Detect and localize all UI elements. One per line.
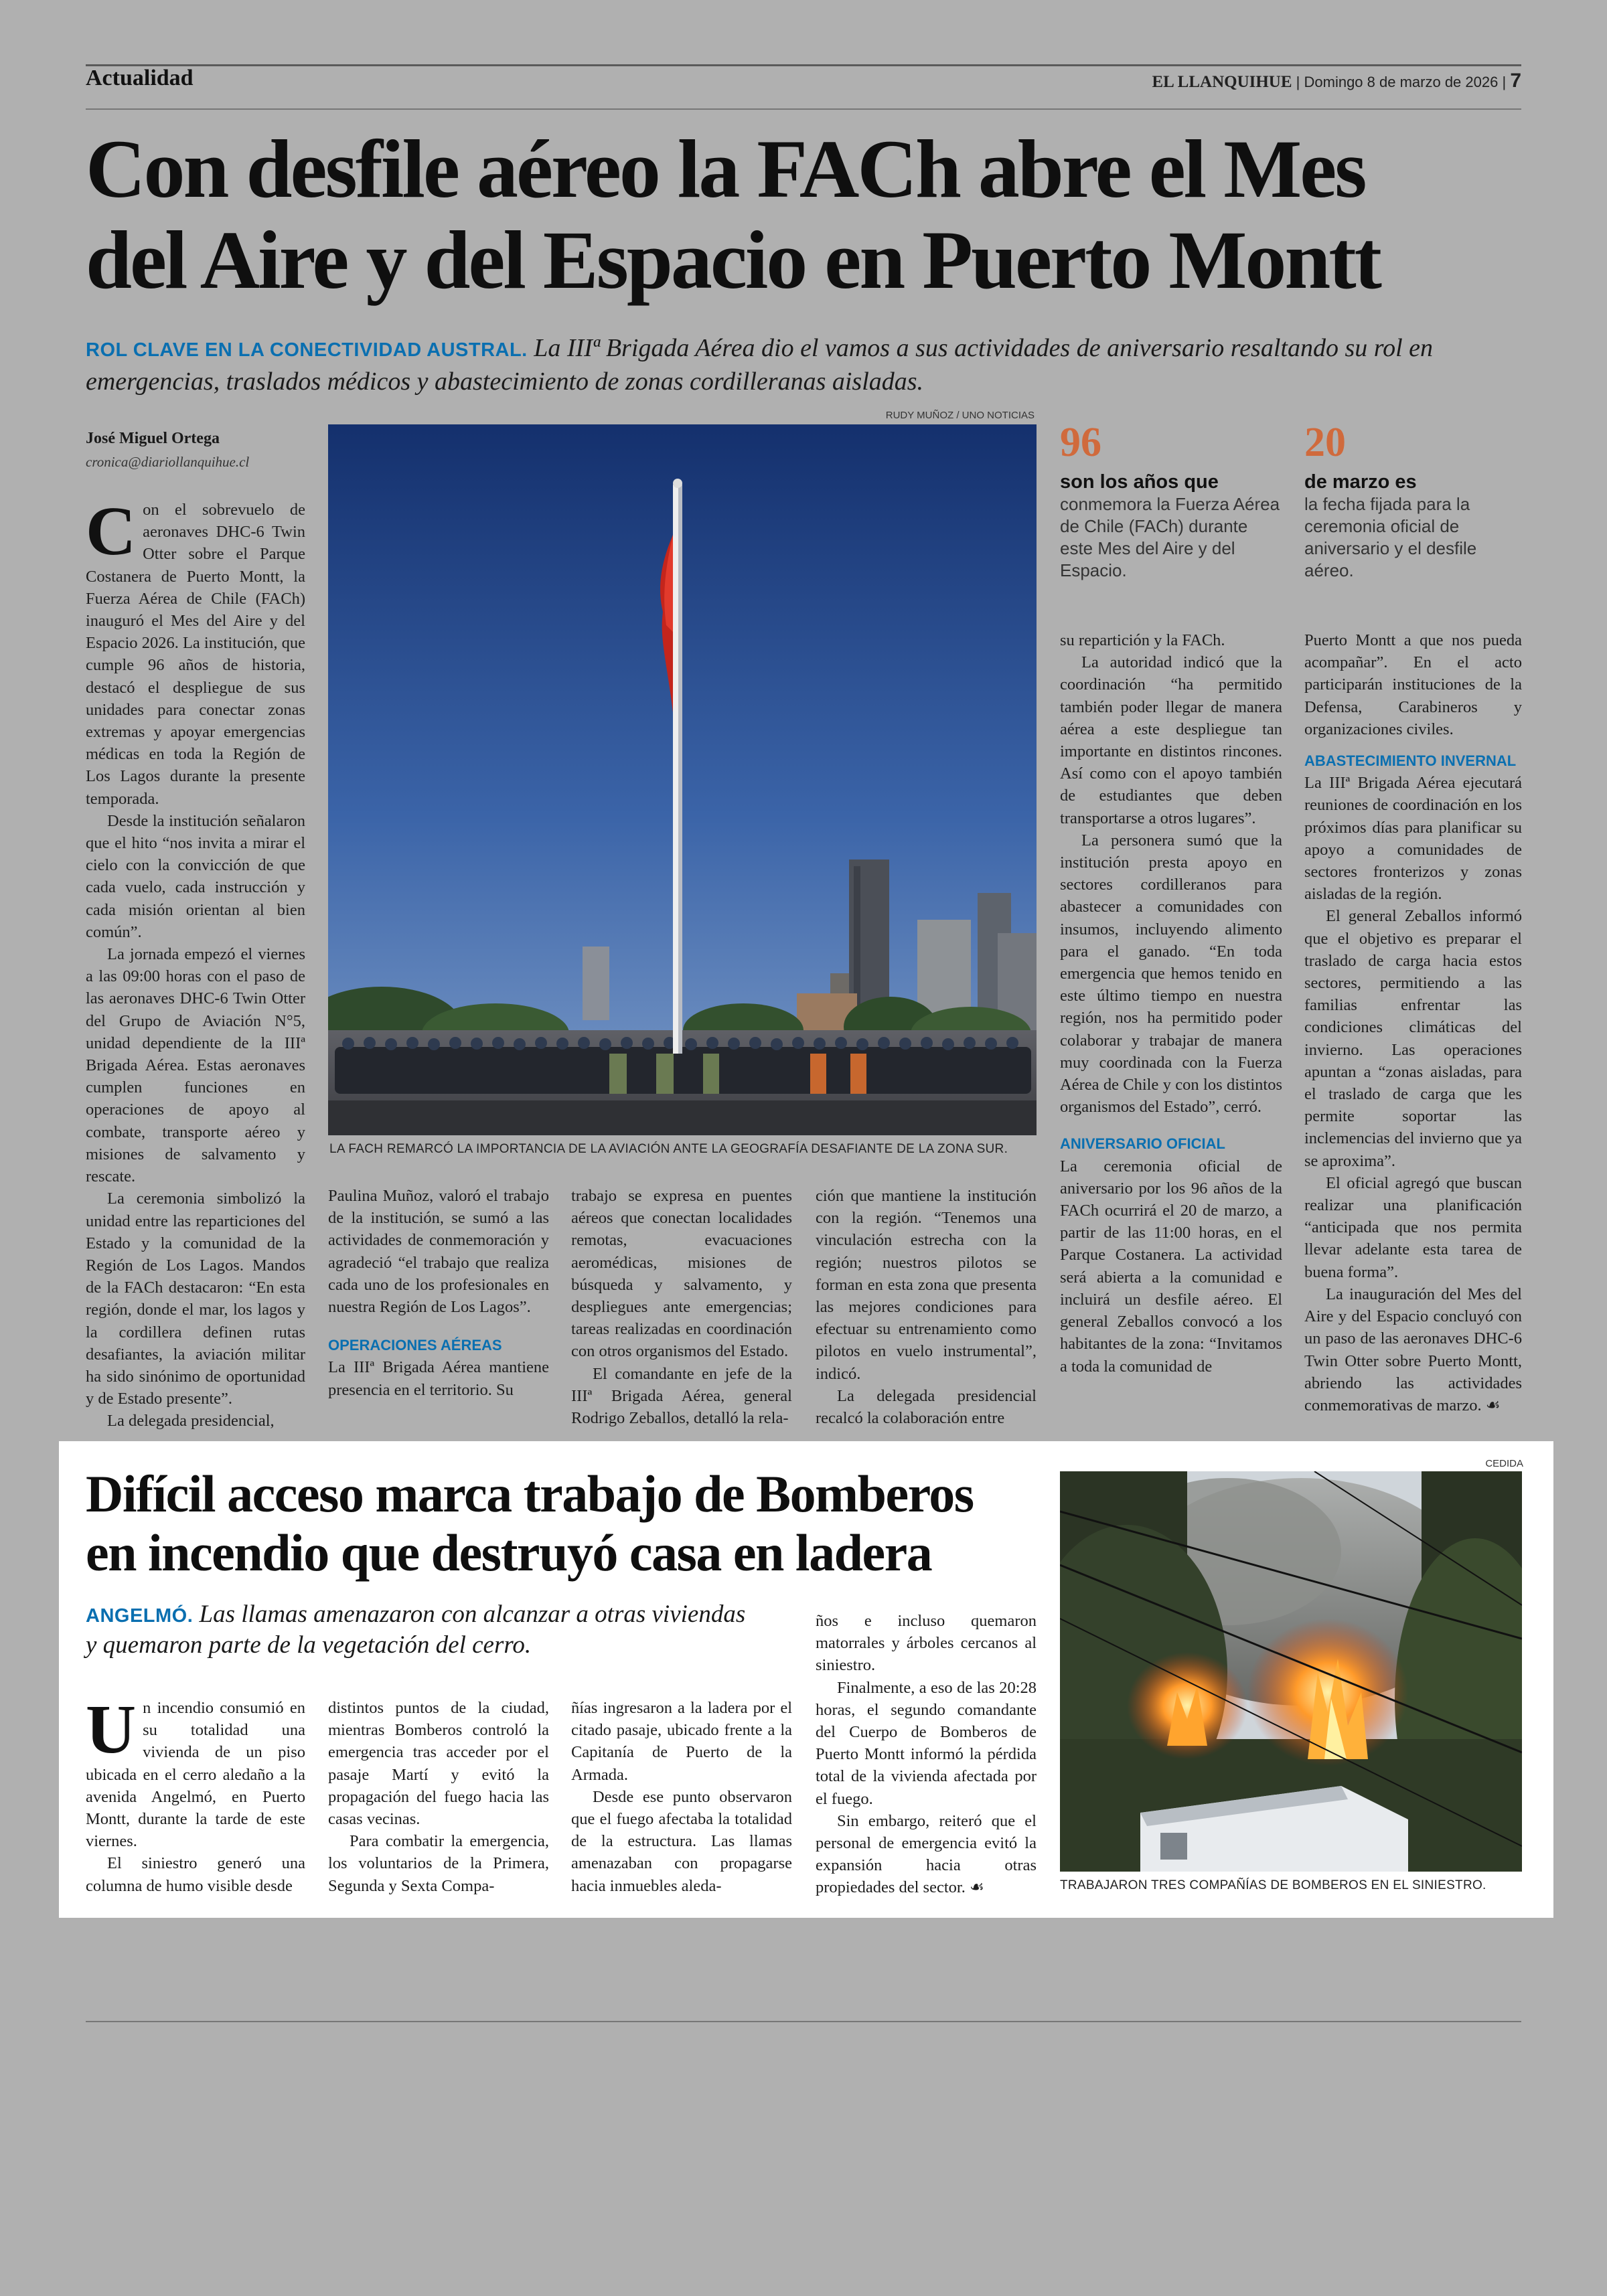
fire-dek bbox=[86, 1600, 762, 1660]
fact-box-20 bbox=[1304, 422, 1525, 582]
fact-box-96 bbox=[1060, 422, 1281, 582]
fire-dek-text: Las llamas amenazaron con alcanzar a otras viviendas y quemaron parte de la vegetación del cerro. bbox=[86, 1601, 746, 1659]
fire-column-2 bbox=[328, 1697, 549, 1897]
paragraph: Puerto Montt a que nos pueda acompañar”. En el acto participarán instituciones de la Defensa, Carabineros y organizaciones civiles. bbox=[1304, 631, 1522, 738]
fact-number: 96 bbox=[1060, 420, 1101, 465]
paragraph: trabajo se expresa en puentes aéreos que conectan localidades remotas, evacuaciones aeromédicas, misiones de búsqueda y salvamento, y despliegues ante emergencias; tareas realizadas en coordinación con otros organismos del Estado. bbox=[571, 1187, 792, 1361]
main-column-1 bbox=[86, 493, 305, 1432]
main-column-3 bbox=[571, 1185, 792, 1429]
flag-ceremony-image bbox=[328, 424, 1037, 1135]
fire-headline bbox=[86, 1465, 974, 1582]
paragraph: Desde ese punto observaron que el fuego afectaba la totalidad de la estructura. Las llamas amenazaban con propagarse hacia inmuebles aleda- bbox=[571, 1787, 792, 1895]
fire-column-3 bbox=[571, 1697, 792, 1897]
fire-photo bbox=[1060, 1471, 1522, 1872]
drop-cap: U bbox=[86, 1691, 137, 1768]
main-column-6 bbox=[1304, 629, 1522, 1416]
main-headline bbox=[86, 124, 1380, 306]
main-photo bbox=[328, 424, 1037, 1135]
fact-text: conmemora la Fuerza Aérea de Chile (FACh) durante este Mes del Aire y del Espacio. bbox=[1060, 494, 1280, 580]
drop-cap: C bbox=[86, 493, 137, 570]
paragraph: Finalmente, a eso de las 20:28 horas, el segundo comandante del Cuerpo de Bomberos de Puerto Montt informó la pérdida total de la vivienda afectada por el fuego. bbox=[816, 1678, 1037, 1808]
main-photo-caption: LA FACH REMARCÓ LA IMPORTANCIA DE LA AVIACIÓN ANTE LA GEOGRAFÍA DESAFIANTE DE LA ZONA SUR. bbox=[329, 1142, 1008, 1156]
main-headline-line2: del Aire y del Espacio en Puerto Montt bbox=[86, 214, 1380, 306]
paragraph: ción que mantiene la institución con la región. “Tenemos una vinculación estrecha con la región; nuestros pilotos se forman en esta zona que presenta las mejores condiciones para efectuar su entrenamiento como pilotos en vuelo instrumental”, indicó. bbox=[816, 1187, 1037, 1383]
fire-photo-credit: CEDIDA bbox=[1485, 1458, 1523, 1469]
paragraph: El comandante en jefe de la IIIª Brigada Aérea, general Rodrigo Zeballos, detalló la rela- bbox=[571, 1364, 792, 1428]
main-dek-text: La IIIª Brigada Aérea dio el vamos a sus actividades de aniversario resaltando su rol en emergencias, traslados médicos y abastecimiento de zonas cordilleranas aisladas. bbox=[86, 334, 1434, 396]
paragraph: La personera sumó que la institución presta apoyo en sectores cordilleranos para abastecer a comunidades con insumos, incluyendo alimento para el ganado. “En toda emergencia que hemos tenido en este último tiempo en nuestra región, nos ha permitido poder colaborar y trabajar de manera muy coordinada con la Fuerza Aérea de Chile y con los distintos organismos del Estado”, cerró. bbox=[1060, 831, 1282, 1117]
fact-label: son los años que bbox=[1060, 471, 1219, 493]
end-mark-icon: ☙ bbox=[1485, 1396, 1501, 1414]
paragraph: Sin embargo, reiteró que el personal de emergencia evitó la expansión hacia otras propiedades del sector. ☙ bbox=[816, 1811, 1037, 1897]
paragraph: El general Zeballos informó que el objetivo es preparar el traslado de carga hacia estos sectores, permitiendo a las familias enfrentar las condiciones climáticas del invierno. Las operaciones apuntan a “zonas aisladas, para el traslado de carga que les permite soportar las inclemencias del invierno que ya se aproxima”. bbox=[1304, 907, 1522, 1170]
fire-headline-line2: en incendio que destruyó casa en ladera bbox=[86, 1524, 932, 1582]
photo-credit: RUDY MUÑOZ / UNO NOTICIAS bbox=[885, 410, 1035, 421]
fire-column-1 bbox=[86, 1691, 305, 1897]
section-label: Actualidad bbox=[86, 66, 194, 90]
subhead-aniversario: ANIVERSARIO OFICIAL bbox=[1060, 1135, 1225, 1153]
paragraph: su repartición y la FACh. bbox=[1060, 631, 1225, 649]
fire-column-4 bbox=[816, 1610, 1037, 1899]
paragraph: Paulina Muñoz, valoró el trabajo de la institución, se sumó a las actividades de conmemoración y agradeció “el trabajo que realiza cada uno de los profesionales en nuestra Región de Los Lagos”. bbox=[328, 1187, 549, 1317]
main-dek bbox=[86, 333, 1492, 398]
paragraph: El oficial agregó que buscan realizar una planificación “anticipada que nos permita llevar adelante esta tarea de buena forma”. bbox=[1304, 1173, 1522, 1281]
paragraph: El siniestro generó una columna de humo visible desde bbox=[86, 1854, 305, 1895]
main-headline-line1: Con desfile aéreo la FACh abre el Mes bbox=[86, 123, 1365, 215]
paragraph: La autoridad indicó que la coordinación “ha permitido también poder llegar de manera aérea a este despliegue tan importante en distintos rincones. Así como con el apoyo también de estudiantes que deben transportarse a otros lugares”. bbox=[1060, 653, 1282, 827]
subhead-operaciones: OPERACIONES AÉREAS bbox=[328, 1337, 502, 1354]
paragraph: La delegada presidencial, bbox=[107, 1412, 275, 1430]
issue-date: Domingo 8 de marzo de 2026 bbox=[1304, 74, 1499, 90]
main-kicker: ROL CLAVE EN LA CONECTIVIDAD AUSTRAL. bbox=[86, 339, 528, 361]
main-column-2 bbox=[328, 1185, 549, 1401]
paper-name: EL LLANQUIHUE bbox=[1152, 73, 1292, 91]
paragraph: La IIIª Brigada Aérea ejecutará reuniones de coordinación en los próximos días para planificar su apoyo a comunidades de sectores fronterizos y zonas aisladas de la región. bbox=[1304, 774, 1522, 904]
paragraph: La delegada presidencial recalcó la colaboración entre bbox=[816, 1386, 1037, 1428]
paragraph: La IIIª Brigada Aérea mantiene presencia en el territorio. Su bbox=[328, 1358, 549, 1399]
end-mark-icon: ☙ bbox=[969, 1878, 984, 1897]
main-column-5 bbox=[1060, 629, 1282, 1378]
subhead-abastecimiento: ABASTECIMIENTO INVERNAL bbox=[1304, 752, 1517, 770]
page-number: 7 bbox=[1510, 70, 1521, 92]
paragraph: ñías ingresaron a la ladera por el citado pasaje, ubicado frente a la Capitanía de Puerto de la Armada. bbox=[571, 1699, 792, 1784]
paragraph: Para combatir la emergencia, los voluntarios de la Primera, Segunda y Sexta Compa- bbox=[328, 1832, 549, 1895]
fact-text: la fecha fijada para la ceremonia oficial de aniversario y el desfile aéreo. bbox=[1304, 494, 1477, 580]
main-column-4 bbox=[816, 1185, 1037, 1429]
paragraph: n incendio consumió en su totalidad una vivienda de un piso ubicada en el cerro aledaño a la avenida Angelmó, en Puerto Montt, durante la tarde de este viernes. bbox=[86, 1699, 305, 1851]
paragraph: La inauguración del Mes del Aire y del Espacio concluyó con un paso de las aeronaves DHC-6 Twin Otter sobre Puerto Montt, abriendo las actividades conmemorativas de marzo. ☙ bbox=[1304, 1285, 1522, 1414]
fact-number: 20 bbox=[1304, 420, 1346, 465]
fire-kicker: ANGELMÓ. bbox=[86, 1605, 194, 1627]
paragraph: La ceremonia oficial de aniversario por los 96 años de la FACh ocurrirá el 20 de marzo, a partir de las 11:00 horas, en el Parque Costanera. La actividad será abierta a la comunidad e incluirá un desfile aéreo. El general Zeballos convocó a los habitantes de la zona: “Invitamos a toda la comunidad de bbox=[1060, 1157, 1282, 1376]
paragraph: distintos puntos de la ciudad, mientras Bomberos controló la emergencia tras acceder por el pasaje Martí y evitó la propagación del fuego hacia las casas vecinas. bbox=[328, 1699, 549, 1829]
paragraph: La jornada empezó el viernes a las 09:00 horas con el paso de las aeronaves DHC-6 Twin Otter del Grupo de Aviación N°5, unidad dependiente de la IIIª Brigada Aérea. Estas aeronaves cumplen funciones en operaciones de apoyo al combate, transporte aéreo y misiones de salvamento y rescate. bbox=[86, 945, 305, 1186]
paragraph: on el sobrevuelo de aeronaves DHC-6 Twin Otter sobre el Parque Costanera de Puerto Montt, la Fuerza Aérea de Chile (FACh) inauguró el Mes del Aire y del Espacio 2026. La institución, que cumple 96 años de historia, destacó el despliegue de sus unidades para conectar zonas extremas y apoyar emergencias médicas en toda la Región de Los Lagos durante la presente temporada. bbox=[86, 501, 305, 808]
fire-headline-line1: Difícil acceso marca trabajo de Bomberos bbox=[86, 1465, 974, 1523]
masthead: EL LLANQUIHUE | Domingo 8 de marzo de 2026 | 7 bbox=[1152, 70, 1521, 92]
author-name: José Miguel Ortega bbox=[86, 430, 220, 447]
fact-label: de marzo es bbox=[1304, 471, 1417, 493]
fire-photo-caption: TRABAJARON TRES COMPAÑÍAS DE BOMBEROS EN EL SINIESTRO. bbox=[1060, 1878, 1486, 1892]
paragraph: Desde la institución señalaron que el hito “nos invita a mirar el cielo con la convicción de que cada vuelo, cada instrucción y cada misión orientan al bien común”. bbox=[86, 811, 305, 941]
house-fire-image bbox=[1060, 1471, 1522, 1872]
paragraph: La ceremonia simbolizó la unidad entre las reparticiones del Estado y la comunidad de la Región de Los Lagos. Mandos de la FACh destacaron: “En esta región, donde el mar, los lagos y la cordillera definen rutas desafiantes, la aviación militar ha sido sinónimo de oportunidad y de Estado presente”. bbox=[86, 1190, 305, 1408]
paragraph: ños e incluso quemaron matorrales y árboles cercanos al siniestro. bbox=[816, 1612, 1037, 1675]
author-email: cronica@diariollanquihue.cl bbox=[86, 454, 250, 470]
